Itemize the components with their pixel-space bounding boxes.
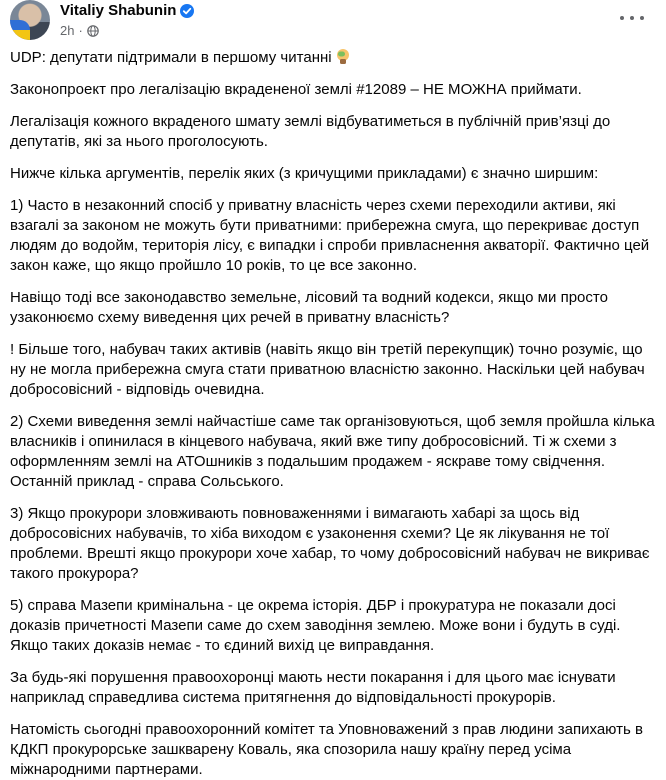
post-meta xyxy=(60,22,99,40)
post-update-line xyxy=(10,48,656,68)
verified-badge-icon xyxy=(180,4,194,18)
post-paragraph: Нижче кілька аргументів, перелік яких (з кричущими прикладами) є значно ширшим: xyxy=(10,165,599,182)
post-timestamp[interactable]: 2h xyxy=(60,23,75,38)
post-update-text: UDP: депутати підтримали в першому читанні xyxy=(10,49,332,66)
post-header xyxy=(10,0,656,48)
globe-icon[interactable] xyxy=(87,25,99,37)
more-options-icon[interactable] xyxy=(620,8,644,28)
post-paragraph: 5) справа Мазепи кримінальна - це окрема історія. ДБР і прокуратура не показали досі доказів причетності Мазепи саме до схем заводіння землею. Може вони і будуть в суді. Якщо таких доказів немає - то єдиний вихід це виправдання. xyxy=(10,597,621,654)
author-name[interactable]: Vitaliy Shabunin xyxy=(60,2,177,19)
post-paragraph: Натомість сьогодні правоохоронний комітет та Уповноважений з прав людини запихають в КДКП прокурорське зашкварену Коваль, яка спозорила нашу країну перед усіма міжнародними партнерами. xyxy=(10,721,643,778)
post-body xyxy=(10,48,656,780)
author-avatar[interactable] xyxy=(10,0,50,40)
post-paragraph: 3) Якщо прокурори зловживають повноваженнями і вимагають хабарі за щось від добросовісних набувачів, то хіба виходом є узаконення схеми? Це як лікування не тої проблеми. Врешті якщо прокурори хоче хабар, то чому добросовісний набувач не викриває такого прокурора? xyxy=(10,505,650,582)
post-paragraph: Легалізація кожного вкраденого шмату землі відбуватиметься в публічній прив’язці до депутатів, які за нього проголосують. xyxy=(10,113,611,150)
post-paragraph: 1) Часто в незаконний спосіб у приватну власність через схеми переходили активи, які взагалі за законом не можуть бути приватними: прибережна смуга, що перекриває доступ людям до водойм, територія лісу, є випадки і спроби привласнення акваторії. Фактично цей закон каже, що якщо пройшло 10 років, то це все законно. xyxy=(10,197,650,274)
post-paragraph: За будь-які порушення правоохоронці мають нести покарання і для цього має існувати наприклад справедлива система притягнення до відповідальності прокурорів. xyxy=(10,669,616,706)
ukraine-flag-frame-icon xyxy=(10,20,30,40)
facepalm-emoji-icon xyxy=(335,48,351,64)
post-paragraph: 2) Схеми виведення землі найчастіше саме так організовуються, щоб земля пройшла кілька власників і опинилася в кінцевого набувача, який вже типу добросовісний. Ті ж схеми з оформленням землі на АТОшників з подальшим продажем - яскраве тому свідчення. Останній приклад - справа Сольського. xyxy=(10,413,655,490)
meta-separator: · xyxy=(78,23,83,38)
author-row xyxy=(60,1,194,21)
post-paragraph: Навіщо тоді все законодавство земельне, лісовий та водний кодекси, якщо ми просто узаконюємо схему виведення цих речей в приватну власність? xyxy=(10,289,608,326)
post-paragraph: Законопроект про легалізацію вкрадененої землі #12089 – НЕ МОЖНА приймати. xyxy=(10,81,582,98)
post-paragraph: ! Більше того, набувач таких активів (навіть якщо він третій перекупщик) точно розуміє, що ну не могла прибережна смуга стати приватною власністю законно. Наскільки цей набувач добросовісний - відповідь очевидна. xyxy=(10,341,645,398)
